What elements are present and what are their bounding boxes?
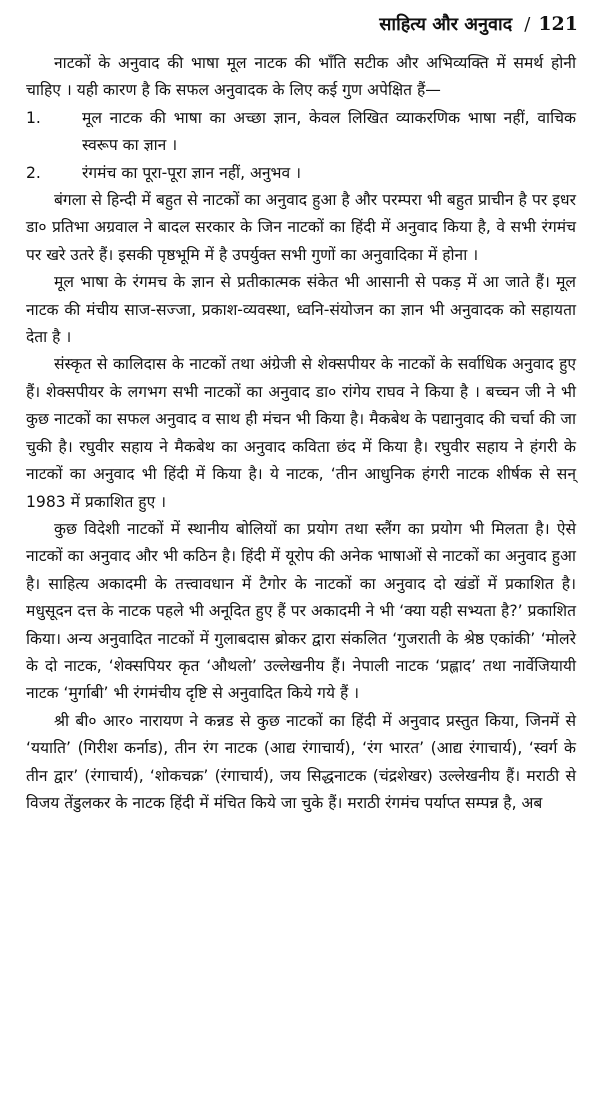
running-head-separator: / (524, 14, 531, 35)
list-marker-2: 2. (26, 163, 41, 182)
paragraph-intro: नाटकों के अनुवाद की भाषा मूल नाटक की भाँति सटीक और अभिव्यक्ति में समर्थ होनी चाहिए । यही कारण है कि सफल अनुवादक के लिए कई गुण अपेक्षित हैं— (26, 54, 576, 100)
list-item-2-text: रंगमंच का पूरा-पूरा ज्ञान नहीं, अनुभव । (82, 163, 302, 182)
paragraph-source-stage: मूल भाषा के रंगमच के ज्ञान से प्रतीकात्मक संकेत भी आसानी से पकड़ में आ जाते हैं। मूल नाटक की मंचीय साज-सज्जा, प्रकाश-व्यवस्था, ध्वनि-संयोजन का ज्ञान भी अनुवादक को सहायता देता है । (26, 273, 576, 347)
paragraph-foreign-plays: कुछ विदेशी नाटकों में स्थानीय बोलियों का प्रयोग तथा स्लैंग का प्रयोग भी मिलता है। ऐसे नाटकों का अनुवाद और भी कठिन है। हिंदी में यूरोप की अनेक भाषाओं से नाटकों का अनुवाद हुआ है। साहित्य अकादमी के तत्त्वावधान में टैगोर के नाटकों का अनुवाद दो खंडों में प्रकाशित है। मधुसूदन दत्त के नाटक पहले भी अनूदित हुए हैं पर अकादमी ने भी ‘क्या यही सभ्यता है?’ प्रकाशित किया। अन्य अनुवादित नाटकों में गुलाबदास ब्रोकर द्वारा संकलित ‘गुजराती के श्रेष्ठ एकांकी’ ‘मोलरे के दो नाटक, ‘शेक्सपियर कृत ‘औथलो’ उल्लेखनीय हैं। नेपाली नाटक ‘प्रह्लाद’ तथा नार्वेजियायी नाटक ‘मुर्गाबी’ भी रंगमंचीय दृष्टि से अनुवादित किये गये हैं । (26, 519, 576, 703)
list-marker-1: 1. (26, 108, 41, 127)
running-head (379, 12, 578, 36)
paragraph-kannada-marathi: श्री बी० आर० नारायण ने कन्नड से कुछ नाटकों का हिंदी में अनुवाद प्रस्तुत किया, जिनमें से ‘ययाति’ (गिरीश कर्नाड), तीन रंग नाटक (आद्य रंगाचार्य), ‘रंग भारत’ (आद्य रंगाचार्य), ‘स्वर्ग के तीन द्वार’ (रंगाचार्य), ‘शोकचक्र’ (रंगाचार्य), जय सिद्धनाटक (चंद्रशेखर) उल्लेखनीय हैं। मराठी से विजय तेंडुलकर के नाटक हिंदी में मंचित किये जा चुके हैं। मराठी रंगमंच पर्याप्त सम्पन्न है, अब (26, 711, 576, 812)
paragraph-sanskrit-english: संस्कृत से कालिदास के नाटकों तथा अंग्रेजी से शेक्सपीयर के नाटकों के सर्वाधिक अनुवाद हुए हैं। शेक्सपीयर के लगभग सभी नाटकों का अनुवाद डा० रांगेय राघव ने किया है । बच्चन जी ने भी कुछ नाटकों का सफल अनुवाद व साथ ही मंचन भी किया है। मैकबेथ के पद्यानुवाद की चर्चा की जा चुकी है। रघुवीर सहाय ने मैकबेथ का अनुवाद कविता छंद में किया है। रघुवीर सहाय ने हंगरी के नाटकों का अनुवाद भी हिंदी में किया है। ये नाटक, ‘तीन आधुनिक हंगरी नाटक शीर्षक से सन् 1983 में प्रकाशित हुए । (26, 355, 576, 511)
list-item-1 (26, 105, 576, 160)
list-item-1-text: मूल नाटक की भाषा का अच्छा ज्ञान, केवल लिखित व्याकरणिक भाषा नहीं, वाचिक स्वरूप का ज्ञान । (82, 108, 576, 155)
paragraph-bangla: बंगला से हिन्दी में बहुत से नाटकों का अनुवाद हुआ है और परम्परा भी बहुत प्राचीन है पर इधर डा० प्रतिभा अग्रवाल ने बादल सरकार के जिन नाटकों का हिंदी में अनुवाद किया है, वे सभी रंगमंच पर खरे उतरे हैं। इसकी पृष्ठभूमि में है उपर्युक्त सभी गुणों का अनुवादिका में होना । (26, 191, 576, 264)
running-head-title: साहित्य और अनुवाद (379, 14, 513, 35)
body-text (26, 50, 576, 817)
list-item-2 (26, 160, 576, 187)
page-number: 121 (538, 13, 578, 35)
